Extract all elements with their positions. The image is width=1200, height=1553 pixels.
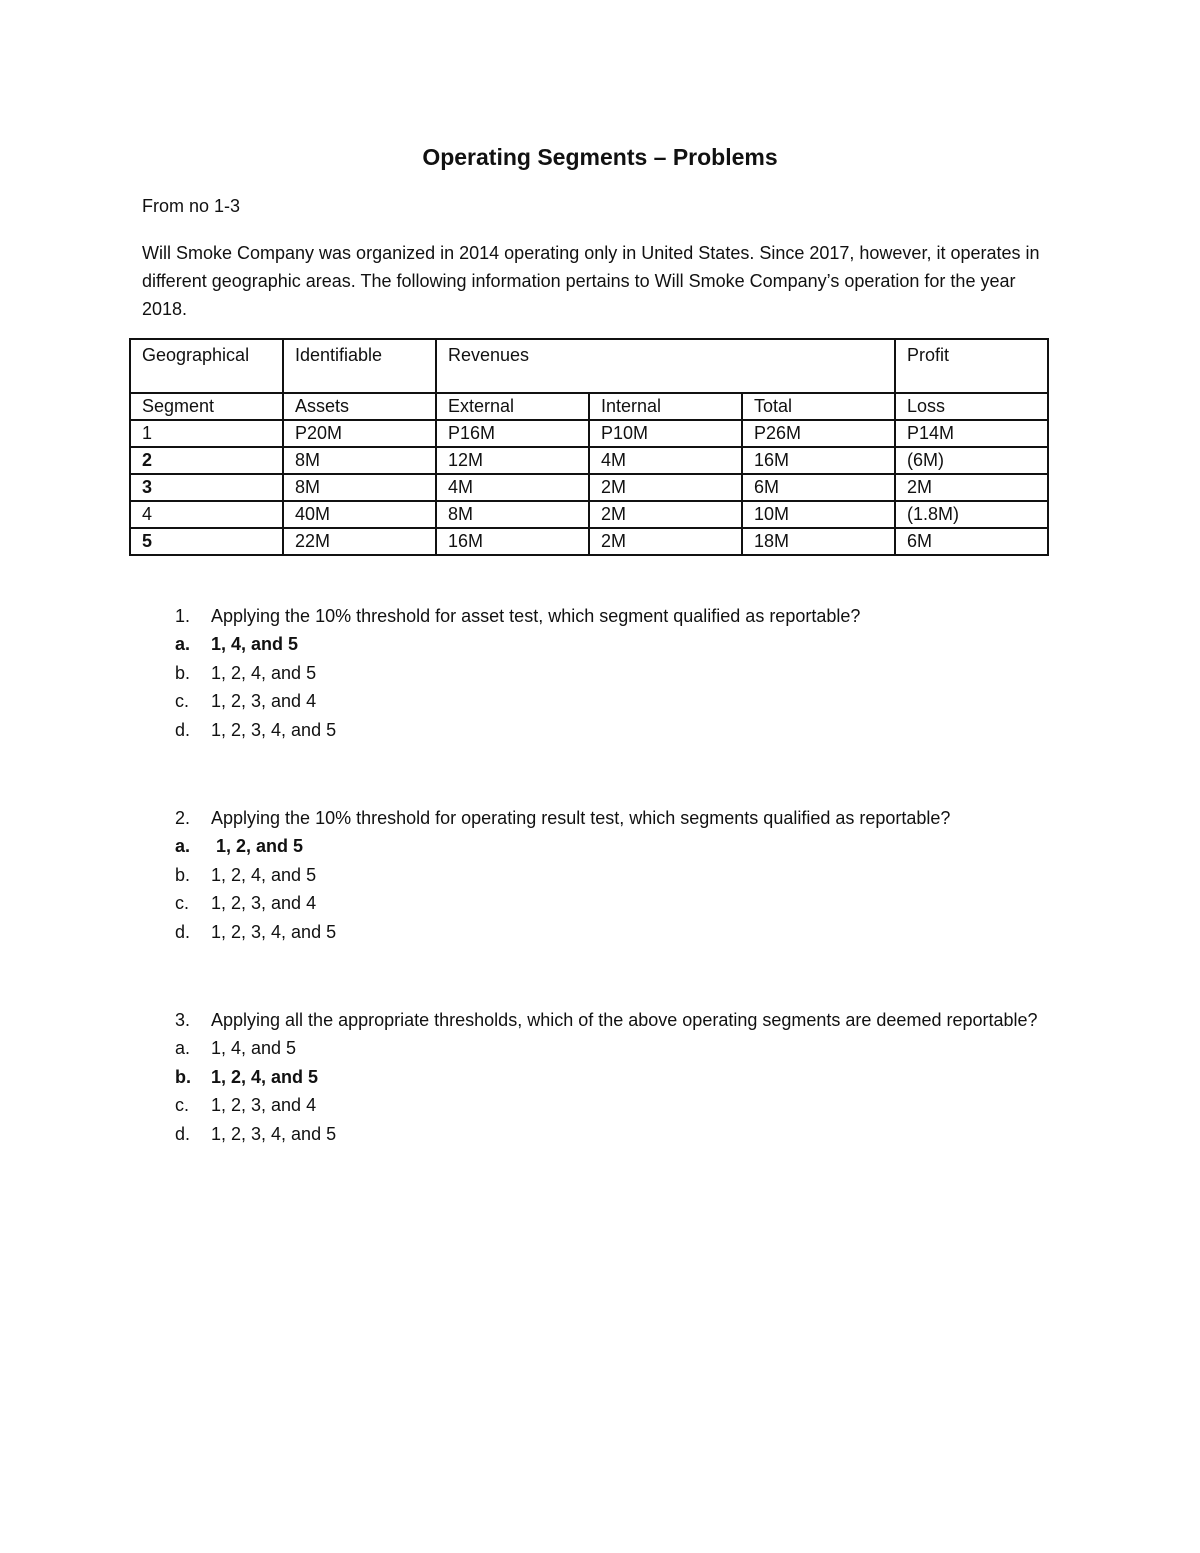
- header-internal: Internal: [589, 393, 742, 420]
- intro-paragraph: Will Smoke Company was organized in 2014 operating only in United States. Since 2017, however, it operates in different geographic areas. The following information pertains to Will Smoke Company’s operation for the year 2018.: [142, 243, 1040, 319]
- table-row: [130, 501, 1048, 528]
- cell-internal: 2M: [589, 501, 742, 528]
- header-loss: Loss: [895, 393, 1048, 420]
- question-text: [0, 1006, 1051, 1034]
- answer-option: [0, 1063, 1200, 1092]
- cell-external: P16M: [436, 420, 589, 447]
- cell-internal: 2M: [589, 528, 742, 555]
- option-text: 1, 2, 3, and 4: [211, 893, 317, 913]
- problem-range-label: From no 1-3: [142, 196, 241, 216]
- segment-table: [129, 338, 1049, 556]
- question-3: [0, 1006, 1200, 1148]
- question-number: 2.: [175, 808, 191, 828]
- cell-assets: 8M: [283, 447, 436, 474]
- option-text: 1, 2, 3, 4, and 5: [211, 719, 337, 740]
- question-1: [0, 602, 1200, 744]
- cell-profit-loss: (6M): [895, 447, 1048, 474]
- cell-total: P26M: [742, 420, 895, 447]
- answer-option: [0, 889, 1200, 918]
- answer-option: [0, 832, 1200, 861]
- answer-option: [0, 918, 1200, 947]
- answer-option: [0, 687, 1200, 716]
- option-text: 1, 2, 4, and 5: [211, 662, 317, 683]
- cell-assets: P20M: [283, 420, 436, 447]
- cell-internal: 2M: [589, 474, 742, 501]
- question-prompt: Applying all the appropriate thresholds, which of the above operating segments are deemed reportable?: [211, 1010, 1038, 1030]
- option-letter: c.: [175, 893, 190, 913]
- header-geographical: Geographical: [130, 339, 283, 393]
- option-text: 1, 2, 4, and 5: [211, 864, 317, 885]
- question-number: 1.: [175, 606, 191, 626]
- option-letter: d.: [175, 1123, 191, 1144]
- option-text: 1, 4, and 5: [211, 1038, 297, 1058]
- cell-segment: 4: [130, 501, 283, 528]
- answer-option: [0, 861, 1200, 890]
- option-letter: b.: [175, 662, 191, 683]
- answer-option: [0, 716, 1200, 745]
- answer-option: [0, 1091, 1200, 1120]
- cell-external: 12M: [436, 447, 589, 474]
- table-row: [130, 528, 1048, 555]
- cell-profit-loss: 6M: [895, 528, 1048, 555]
- question-number: 3.: [175, 1010, 191, 1030]
- question-2: [0, 804, 1200, 946]
- table-header-row-1: [130, 339, 1048, 393]
- cell-external: 16M: [436, 528, 589, 555]
- header-assets: Assets: [283, 393, 436, 420]
- table-row: [130, 474, 1048, 501]
- header-identifiable: Identifiable: [283, 339, 436, 393]
- option-text: 1, 2, 3, 4, and 5: [211, 921, 337, 942]
- option-letter: c.: [175, 1095, 190, 1115]
- option-letter: b.: [175, 1066, 191, 1087]
- option-letter: c.: [175, 691, 190, 711]
- answer-option: [0, 1034, 1200, 1063]
- cell-total: 10M: [742, 501, 895, 528]
- table-row: [130, 447, 1048, 474]
- header-external: External: [436, 393, 589, 420]
- option-letter: d.: [175, 719, 191, 740]
- cell-profit-loss: (1.8M): [895, 501, 1048, 528]
- cell-external: 4M: [436, 474, 589, 501]
- option-letter: d.: [175, 921, 191, 942]
- cell-assets: 22M: [283, 528, 436, 555]
- cell-segment: 1: [130, 420, 283, 447]
- cell-internal: P10M: [589, 420, 742, 447]
- cell-segment: 5: [130, 528, 283, 555]
- header-total: Total: [742, 393, 895, 420]
- page-title: Operating Segments – Problems: [422, 144, 778, 170]
- cell-external: 8M: [436, 501, 589, 528]
- option-text: 1, 2, 3, 4, and 5: [211, 1123, 337, 1144]
- cell-total: 6M: [742, 474, 895, 501]
- table-row: [130, 420, 1048, 447]
- cell-internal: 4M: [589, 447, 742, 474]
- option-letter: a.: [175, 634, 191, 654]
- question-prompt: Applying the 10% threshold for operating result test, which segments qualified as reportable?: [211, 808, 951, 828]
- question-prompt: Applying the 10% threshold for asset test, which segment qualified as reportable?: [211, 606, 861, 626]
- option-letter: a.: [175, 1038, 191, 1058]
- option-text: 1, 4, and 5: [211, 634, 299, 654]
- option-text: 1, 2, 3, and 4: [211, 691, 317, 711]
- answer-option: [0, 1120, 1200, 1149]
- header-segment: Segment: [130, 393, 283, 420]
- cell-segment: 3: [130, 474, 283, 501]
- question-text: [0, 602, 1051, 630]
- cell-profit-loss: 2M: [895, 474, 1048, 501]
- header-revenues: Revenues: [436, 339, 895, 393]
- answer-option: [0, 630, 1200, 659]
- cell-segment: 2: [130, 447, 283, 474]
- table-header-row-2: [130, 393, 1048, 420]
- cell-profit-loss: P14M: [895, 420, 1048, 447]
- cell-assets: 8M: [283, 474, 436, 501]
- option-text: 1, 2, and 5: [211, 836, 304, 856]
- cell-assets: 40M: [283, 501, 436, 528]
- answer-option: [0, 659, 1200, 688]
- header-profit: Profit: [895, 339, 1048, 393]
- option-text: 1, 2, 4, and 5: [211, 1066, 319, 1087]
- question-list: [0, 602, 1200, 1208]
- option-text: 1, 2, 3, and 4: [211, 1095, 317, 1115]
- question-text: [0, 804, 1051, 832]
- option-letter: a.: [175, 836, 191, 856]
- option-letter: b.: [175, 864, 191, 885]
- cell-total: 18M: [742, 528, 895, 555]
- cell-total: 16M: [742, 447, 895, 474]
